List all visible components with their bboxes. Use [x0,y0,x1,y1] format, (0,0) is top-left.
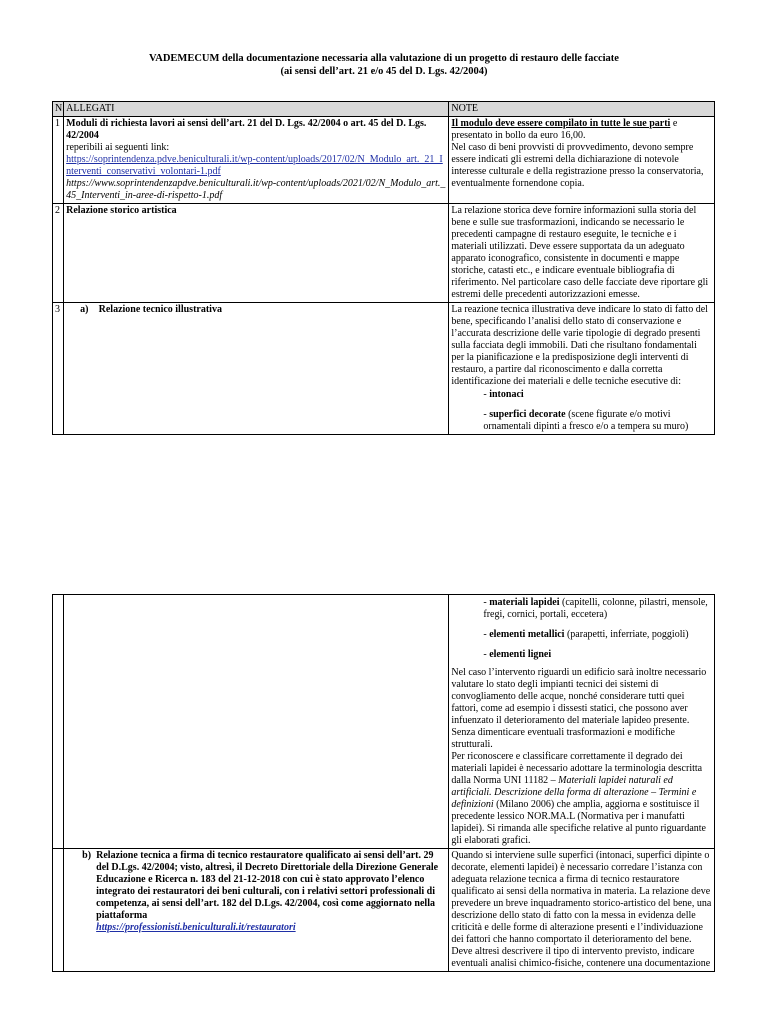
documents-table-continuation [52,594,715,972]
column-header-note: NOTE [449,102,715,117]
bullet-item: - elementi lignei [483,649,552,660]
restauratori-link[interactable]: https://professionisti.beniculturali.it/restauratori [96,922,296,933]
row-number: 2 [53,204,64,303]
note-cell [449,117,715,204]
row-number [53,849,64,972]
modulo-art21-link[interactable]: https://soprintendenza.pdve.beniculturali.it/wp-content/uploads/2017/02/N_Modulo_art._21_Interventi_conservativi_volontari-1.pdf [66,154,443,177]
note-cell: Quando si interviene sulle superfici (intonaci, superfici dipinte o decorate, elementi lapidei) è necessario corredare l’istanza con adeguata relazione tecnica a firma di tecnico restauratore qualificato ai sensi della normativa in materia. La relazione deve prevedere un breve inquadramento storico-artistico del bene, una descrizione dello stato di fatto con la messa in evidenza delle criticità e delle forme di alterazione presenti e l’individuazione dei fattori che hanno comportato il deterioramento del bene. Deve altresì descrivere il tipo di intervento previsto, indicare eventuali analisi chimico-fisiche, contenere una documentazione [449,849,715,972]
table-header-row [53,102,715,117]
row-number: 3 [53,303,64,435]
note-cell: La relazione storica deve fornire informazioni sulla storia del bene e sulle sue trasformazioni, indicando se necessario le precedenti campagne di restauro eseguite, le tecniche e i materiali utilizzati. Deve essere supportata da un adeguato apparato iconografico, consistente in documenti e mappe storiche, catasti etc., e indicare eventuale bibliografia di riferimento. Nel particolare caso delle facciate deve riportare gli estremi delle precedenti autorizzazioni emesse. [449,204,715,303]
allegati-cell [64,117,449,204]
note-paragraph: Nel caso di beni provvisti di provvedimento, devono sempre essere indicati gli estremi della dichiarazione di notevole interesse culturale e della registrazione presso la conservatoria, eventualmente fornendone copia. [451,142,704,189]
bullet-item: - elementi metallici (parapetti, inferriate, poggioli) [483,629,689,640]
allegati-cell [64,595,449,849]
table-row [53,303,715,435]
sub-item-label: b) [82,850,92,861]
allegati-cell [64,204,449,303]
table-row [53,595,715,849]
note-paragraph: Per riconoscere e classificare correttamente il degrado dei materiali lapidei è necessario adottare la terminologia descritta dalla Norma UNI 11182 – Materiali lapidei naturali ed artificiali. Descrizione della forma di alterazione – Termini e definizioni (Milano 2006) che amplia, aggiorna e sostituisce il precedente lessico NOR.MA.L (Normativa per i manufatti lapidei). Si rimanda alle specifiche relative al punto riguardante gli elaborati grafici. [451,751,706,846]
note-paragraph: Nel caso l’intervento riguardi un edificio sarà inoltre necessario valutare lo stato degli impianti tecnici dei sistemi di convogliamento delle acque, nonché considerare tutti quei fattori, come ad esempio i dissesti statici, che possono aver infuenzato il deterioramento del materiale lapideo presente. Senza dimenticare eventuali trasformazioni e modifiche strutturali. [451,667,707,750]
bullet-item: - superfici decorate (scene figurate e/o motivi ornamentali dipinti a fresco e/o a tempera su muro) [483,409,689,432]
note-cell [449,303,715,435]
column-header-allegati: ALLEGATI [64,102,449,117]
bullet-item: - materiali lapidei (capitelli, colonne, pilastri, mensole, fregi, cornici, portali, eccetera) [483,597,708,620]
document-title [0,52,768,78]
note-underlined: Il modulo deve essere compilato in tutte le sue parti [451,118,671,129]
note-paragraph: La reazione tecnica illustrativa deve indicare lo stato di fatto del bene, specificando l’analisi dello stato di conservazione e l’accurata descrizione delle varie tipologie di degrado presenti sulla facciata degli immobili. Dati che risultano fondamentali per la pianificazione e la predisposizione degli interventi di restauro, a partire dal riconoscimento e dalla corretta identificazione dei materiali e delle tecniche esecutive di: [451,304,708,387]
row-number [53,595,64,849]
allegati-cell [64,303,449,435]
table-row [53,849,715,972]
bullet-item: - intonaci [483,389,524,400]
note-cell [449,595,715,849]
allegati-intro: reperibili ai seguenti link: [66,142,170,153]
modulo-art45-link[interactable]: https://www.soprintendenzapdve.beniculturali.it/wp-content/uploads/2021/02/N_Modulo_art._45_Interventi_in-aree-di-rispetto-1.pdf [66,178,446,201]
sub-item-title: Relazione tecnico illustrativa [98,304,222,315]
title-line-2: (ai sensi dell’art. 21 e/o 45 del D. Lgs. 42/2004) [280,66,488,77]
row-number: 1 [53,117,64,204]
sub-item-label: a) [80,304,89,315]
allegati-title: Moduli di richiesta lavori ai sensi dell’art. 21 del D. Lgs. 42/2004 o art. 45 del D. Lgs. 42/2004 [66,118,427,141]
title-line-1: VADEMECUM della documentazione necessaria alla valutazione di un progetto di restauro delle facciate [149,53,619,64]
table-row [53,204,715,303]
allegati-cell [64,849,449,972]
note-rest: e presentato in bollo da euro 16,00. [451,118,678,141]
sub-item-title: Relazione tecnica a firma di tecnico restauratore qualificato ai sensi dell’art. 29 del D.Lgs. 42/2004; visto, altresì, il Decreto Direttoriale della Direzione Generale Educazione e Ricerca n. 183 del 21-12-2018 con cui è stato approvato l’elenco integrato dei restauratori dei beni culturali, con i relativi settori professionali di competenza, ai sensi dell’art. 182 del D.Lgs. 42/2004, così come aggiornato nella piattaforma [96,850,439,921]
documents-table [52,101,715,435]
column-header-n: N. [53,102,64,117]
allegati-title: Relazione storico artistica [66,205,177,216]
table-row [53,117,715,204]
